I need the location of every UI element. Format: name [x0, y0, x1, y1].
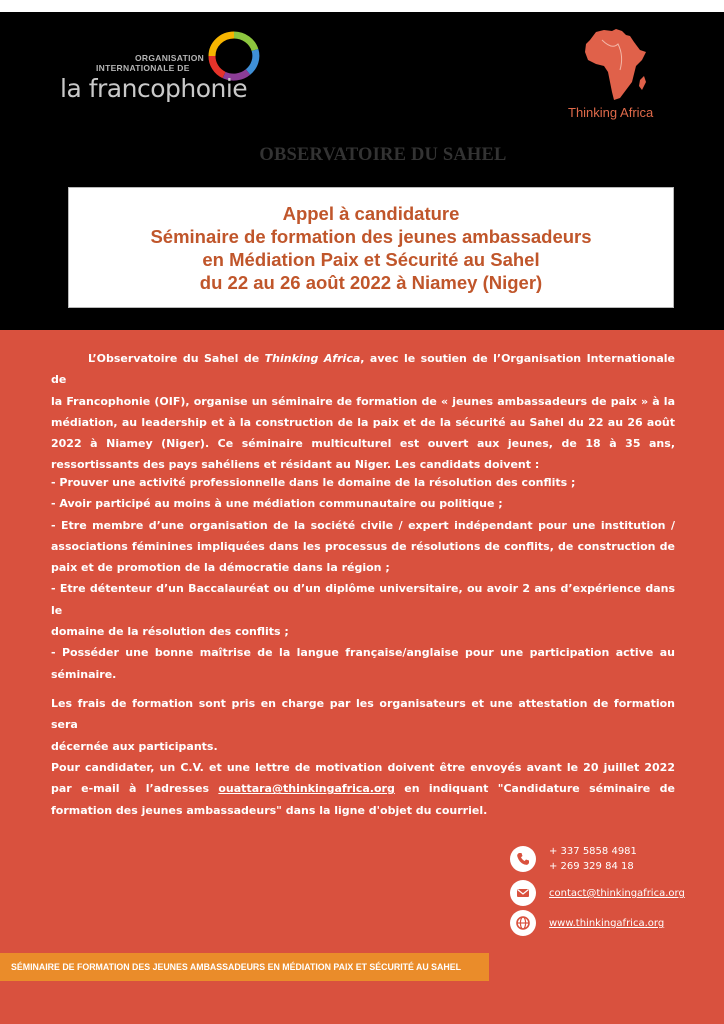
- africa-map-icon: [582, 26, 652, 106]
- envelope-icon: [510, 880, 536, 906]
- application-text: par e-mail à l’adresses: [51, 782, 219, 796]
- application-line: formation des jeunes ambassadeurs" dans la ligne d'objet du courriel.: [51, 803, 488, 817]
- requirement-line: - Posséder une bonne maîtrise de la langue française/anglaise pour une participation active au: [51, 646, 675, 660]
- requirement-line: séminaire.: [51, 667, 117, 681]
- requirement-line: - Etre membre d’une organisation de la société civile / expert indépendant pour une institution /: [51, 518, 675, 532]
- phone-number-2: + 269 329 84 18: [549, 861, 634, 872]
- requirement-line: - Etre détenteur d’un Baccalauréat ou d’un diplôme universitaire, ou avoir 2 ans d’expérience dans le: [51, 582, 675, 617]
- globe-icon: [510, 910, 536, 936]
- application-paragraph: [51, 757, 675, 821]
- contact-website-link[interactable]: www.thinkingafrica.org: [549, 918, 665, 929]
- phone-number-1: + 337 5858 4981: [549, 846, 637, 857]
- oif-logo-name: la francophonie: [60, 74, 248, 103]
- requirements-list: [51, 472, 675, 685]
- intro-text: L’Observatoire du Sahel de: [88, 352, 265, 365]
- intro-line: 2022 à Niamey (Niger). Ce séminaire multiculturel est ouvert aux jeunes, de 18 à 35 ans,: [51, 437, 675, 451]
- requirement-line: paix et de promotion de la démocratie dans la région ;: [51, 561, 390, 575]
- intro-text: , avec le soutien de l’Organisation Internationale de: [51, 352, 675, 387]
- requirement-line: - Prouver une activité professionnelle dans le domaine de la résolution des conflits ;: [51, 476, 576, 489]
- requirement-line: - Avoir participé au moins à une médiation communautaire ou politique ;: [51, 497, 503, 511]
- intro-paragraph: [51, 348, 675, 476]
- intro-line: [51, 348, 675, 391]
- fees-line: Les frais de formation sont pris en charge par les organisateurs et une attestation de formation sera: [51, 697, 675, 732]
- observatory-title: OBSERVATOIRE DU SAHEL: [259, 145, 507, 165]
- intro-line: médiation, au leadership et à la construction de la paix et de la sécurité au Sahel du 22 au 26 août: [51, 415, 675, 429]
- phone-icon: [510, 846, 536, 872]
- application-line: [51, 778, 675, 799]
- fees-paragraph: [51, 693, 675, 757]
- title-line-3: en Médiation Paix et Sécurité au Sahel: [202, 248, 540, 270]
- application-line: Pour candidater, un C.V. et une lettre de motivation doivent être envoyés avant le 20 juillet 2022: [51, 761, 675, 774]
- thinking-africa-logo-text: Thinking Africa: [568, 105, 654, 120]
- requirement-line: associations féminines impliquées dans les processus de résolutions de conflits, de construction de: [51, 539, 675, 553]
- intro-line: ressortissants des pays sahéliens et résidant au Niger. Les candidats doivent :: [51, 458, 540, 472]
- top-margin: [0, 0, 724, 12]
- thinking-africa-em: Thinking Africa: [264, 352, 361, 365]
- fees-line: décernée aux participants.: [51, 739, 218, 753]
- application-email-link[interactable]: ouattara@thinkingafrica.org: [218, 782, 395, 796]
- contact-email-link[interactable]: contact@thinkingafrica.org: [549, 888, 685, 899]
- intro-line: la Francophonie (OIF), organise un séminaire de formation de « jeunes ambassadeurs de paix » à la: [51, 394, 675, 408]
- title-line-1: Appel à candidature: [282, 202, 460, 224]
- oif-logo-line1: ORGANISATION: [135, 53, 205, 63]
- title-line-2: Séminaire de formation des jeunes ambassadeurs: [150, 225, 592, 247]
- title-line-4: du 22 au 26 août 2022 à Niamey (Niger): [199, 271, 543, 293]
- oif-logo-line2: INTERNATIONALE DE: [96, 63, 190, 73]
- title-box: [68, 187, 674, 308]
- application-text: en indiquant "Candidature séminaire de: [394, 782, 675, 796]
- oif-logo: [60, 28, 270, 112]
- requirement-line: domaine de la résolution des conflits ;: [51, 625, 289, 639]
- footer-band: SÉMINAIRE DE FORMATION DES JEUNES AMBASSADEURS EN MÉDIATION PAIX ET SÉCURITÉ AU SAHEL: [0, 953, 489, 981]
